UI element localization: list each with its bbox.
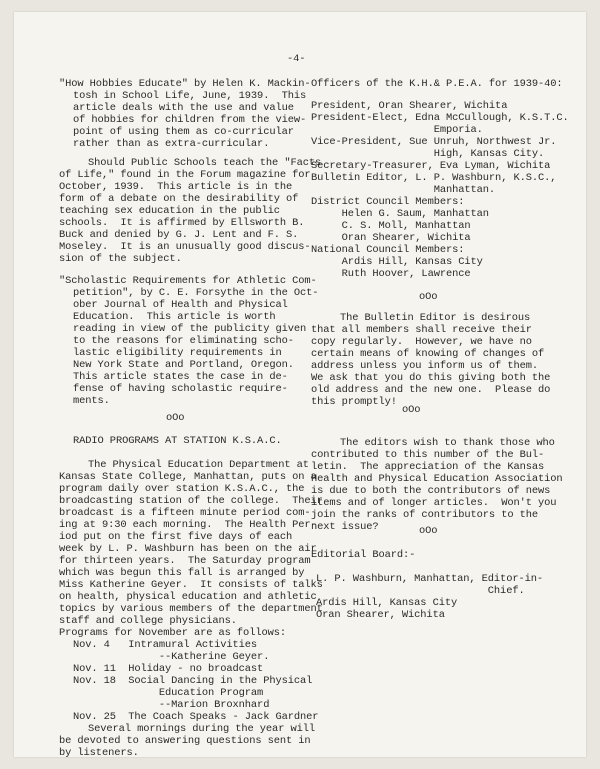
section-separator: oOo <box>166 412 185 424</box>
text-line: iod put on the first five days of each <box>59 531 293 543</box>
text-line: be devoted to answering questions sent in <box>59 735 311 747</box>
text-line: program daily over station K.S.A.C., the <box>59 483 305 495</box>
list-item: --Katherine Geyer. <box>73 651 270 663</box>
list-item: Education Program <box>73 687 264 699</box>
page-number: -4- <box>287 53 306 65</box>
text-line: address unless you inform us of them. <box>311 360 539 372</box>
text-line: old address and the new one. Please do <box>311 384 551 396</box>
text-line: tosh in School Life, June, 1939. This <box>73 90 307 102</box>
text-line: Kansas State College, Manhattan, puts on a <box>59 471 317 483</box>
text-line: of Life," found in the Forum magazine for <box>59 169 311 181</box>
text-line: topics by various members of the department <box>59 603 323 615</box>
text-line: of hobbies for children from the view- <box>73 114 307 126</box>
list-item: Ruth Hoover, Lawrence <box>311 268 471 280</box>
text-line: sion of the subject. <box>59 253 182 265</box>
text-line: Miss Katherine Geyer. It consists of talks <box>59 579 323 591</box>
text-line: next issue? <box>311 521 379 533</box>
text-line: this promptly! <box>311 396 397 408</box>
list-item: National Council Members: <box>311 244 465 256</box>
list-item: Oran Shearer, Wichita <box>311 232 471 244</box>
text-line: that all members shall receive their <box>311 324 532 336</box>
list-item: Nov. 11 Holiday - no broadcast <box>73 663 264 675</box>
text-line: article deals with the use and value <box>73 102 294 114</box>
text-line: lastic eligibility requirements in <box>73 347 282 359</box>
text-line: by listeners. <box>59 747 139 759</box>
text-line: Education. This article is worth <box>73 311 276 323</box>
text-line: items and of longer articles. Won't you <box>311 497 557 509</box>
text-line: petition", by C. E. Forsythe in the Oct- <box>73 287 319 299</box>
text-line: Should Public Schools teach the "Facts <box>88 157 322 169</box>
text-line: staff and college physicians. <box>59 615 237 627</box>
list-item: President-Elect, Edna McCullough, K.S.T.C. <box>311 112 569 124</box>
text-line: Several mornings during the year will <box>88 723 316 735</box>
text-line: This article states the case in de- <box>73 371 288 383</box>
text-line: Buck and denied by G. J. Lent and F. S. <box>59 229 299 241</box>
text-line: The Bulletin Editor is desirous <box>340 312 531 324</box>
text-line: on health, physical education and athletic <box>59 591 317 603</box>
section-separator: oOo <box>419 525 438 537</box>
text-line: point of using them as co-curricular <box>73 126 294 138</box>
list-item: L. P. Washburn, Manhattan, Editor-in- <box>316 573 544 585</box>
text-line: "Scholastic Requirements for Athletic Com- <box>59 275 317 287</box>
text-line: We ask that you do this giving both the <box>311 372 551 384</box>
text-line: rather than as extra-curricular. <box>73 138 270 150</box>
officers-heading: Officers of the K.H.& P.E.A. for 1939-40: <box>311 78 563 90</box>
text-line: broadcasting station of the college. Their <box>59 495 323 507</box>
list-item: Oran Shearer, Wichita <box>316 609 445 621</box>
text-line: certain means of knowing of changes of <box>311 348 545 360</box>
list-item: Ardis Hill, Kansas City <box>311 256 483 268</box>
text-line: week by L. P. Washburn has been on the air <box>59 543 317 555</box>
text-line: which was begun this fall is arranged by <box>59 567 305 579</box>
list-item: Emporia. <box>311 124 483 136</box>
list-item: Nov. 25 The Coach Speaks - Jack Gardner <box>73 711 319 723</box>
text-line: ing at 9:30 each morning. The Health Per- <box>59 519 317 531</box>
text-line: is due to both the contributors of news <box>311 485 551 497</box>
list-item: Nov. 4 Intramural Activities <box>73 639 258 651</box>
list-item: Chief. <box>316 585 525 597</box>
text-line: ober Journal of Health and Physical <box>73 299 288 311</box>
editorial-board-heading: Editorial Board:- <box>311 549 416 561</box>
text-line: "How Hobbies Educate" by Helen K. Mackin- <box>59 78 311 90</box>
text-line: for thirteen years. The Saturday program <box>59 555 311 567</box>
document-page <box>14 12 586 757</box>
list-item: Bulletin Editor, L. P. Washburn, K.S.C., <box>311 172 557 184</box>
text-line: Programs for November are as follows: <box>59 627 287 639</box>
text-line: ments. <box>73 395 110 407</box>
text-line: broadcast is a fifteen minute period com- <box>59 507 311 519</box>
text-line: fense of having scholastic require- <box>73 383 288 395</box>
list-item: High, Kansas City. <box>311 148 545 160</box>
list-item: Secretary-Treasurer, Eva Lyman, Wichita <box>311 160 551 172</box>
list-item: Manhattan. <box>311 184 496 196</box>
section-separator: oOo <box>419 291 438 303</box>
text-line: reading in view of the publicity given <box>73 323 307 335</box>
text-line: contributed to this number of the Bul- <box>311 449 545 461</box>
text-line: Moseley. It is an unusually good discus- <box>59 241 311 253</box>
section-separator: oOo <box>402 404 421 416</box>
list-item: C. S. Moll, Manhattan <box>311 220 471 232</box>
list-item: President, Oran Shearer, Wichita <box>311 100 508 112</box>
text-line: letin. The appreciation of the Kansas <box>311 461 545 473</box>
text-line: join the ranks of contributors to the <box>311 509 539 521</box>
text-line: Health and Physical Education Association <box>311 473 563 485</box>
text-line: teaching sex education in the public <box>59 205 280 217</box>
text-line: October, 1939. This article is in the <box>59 181 293 193</box>
list-item: District Council Members: <box>311 196 465 208</box>
list-item: --Marion Broxnhard <box>73 699 270 711</box>
text-line: The Physical Education Department at <box>88 459 309 471</box>
text-line: schools. It is affirmed by Ellsworth B. <box>59 217 305 229</box>
text-line: form of a debate on the desirability of <box>59 193 299 205</box>
text-line: to the reasons for eliminating scho- <box>73 335 294 347</box>
text-line: New York State and Portland, Oregon. <box>73 359 294 371</box>
text-line: copy regularly. However, we have no <box>311 336 532 348</box>
list-item: Nov. 18 Social Dancing in the Physical <box>73 675 313 687</box>
radio-section-heading: RADIO PROGRAMS AT STATION K.S.A.C. <box>73 435 282 447</box>
list-item: Vice-President, Sue Unruh, Northwest Jr. <box>311 136 557 148</box>
list-item: Helen G. Saum, Manhattan <box>311 208 489 220</box>
list-item: Ardis Hill, Kansas City <box>316 597 458 609</box>
text-line: The editors wish to thank those who <box>340 437 555 449</box>
